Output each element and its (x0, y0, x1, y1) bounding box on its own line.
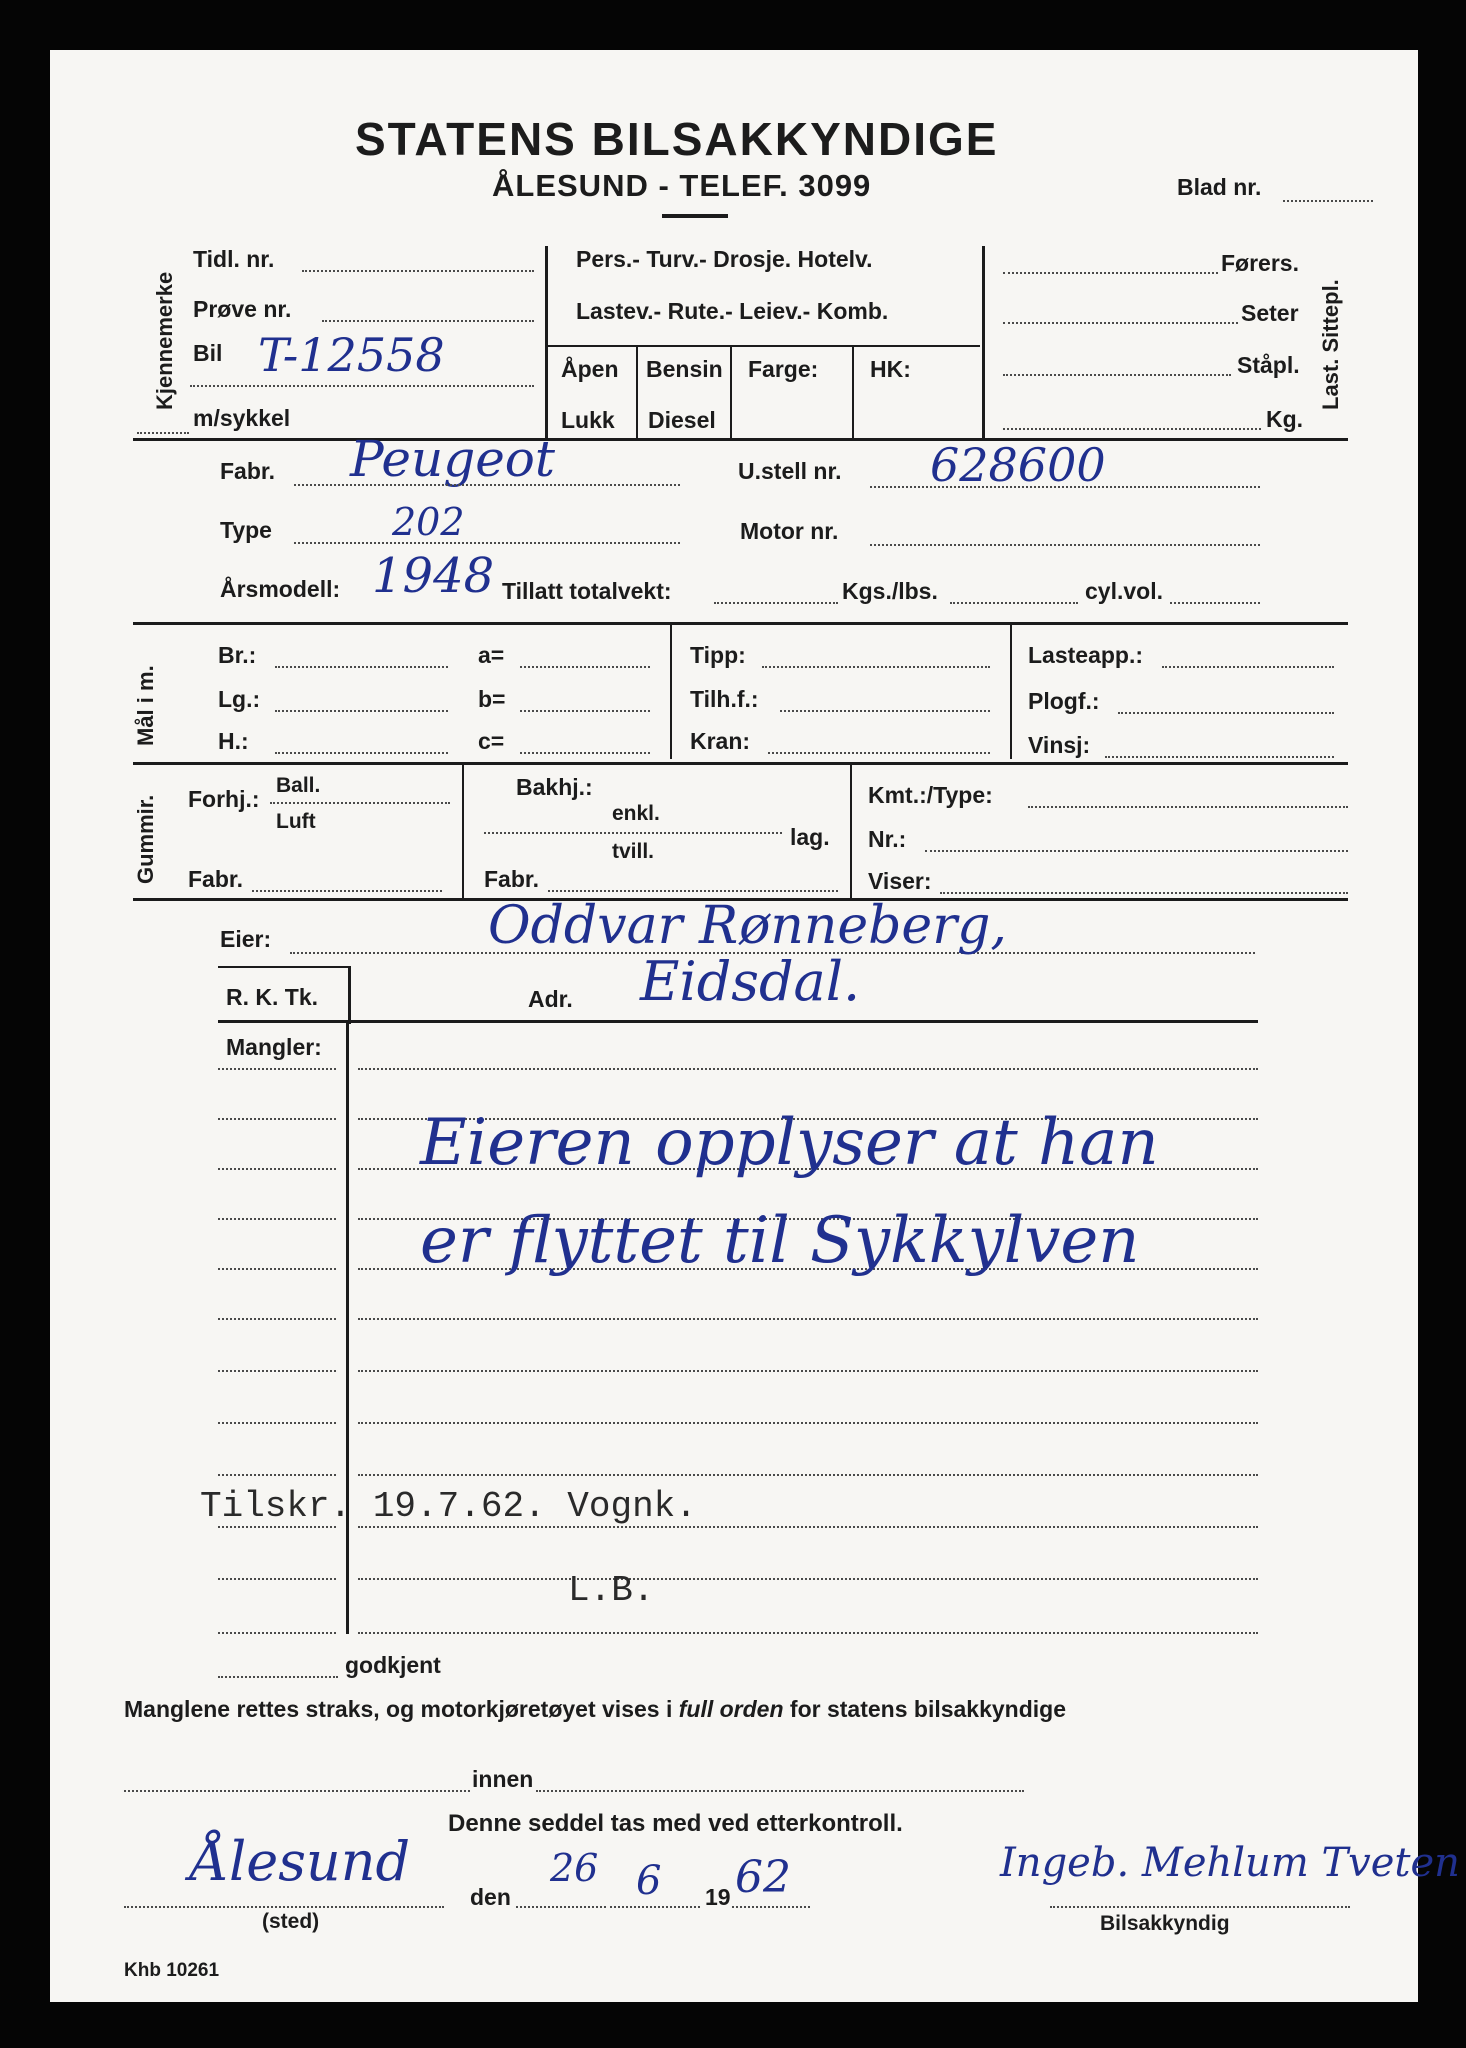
tires-divider-2 (850, 765, 852, 900)
measures-divider-1 (670, 625, 672, 759)
kmt-line (1028, 806, 1348, 808)
sted-label: (sted) (262, 1910, 320, 1933)
day-value: 26 (550, 1846, 599, 1890)
ident-inner-line (545, 345, 980, 347)
innen-line-right (536, 1790, 1024, 1792)
bil-label: Bil (193, 340, 223, 366)
title-underline (662, 214, 728, 218)
mangler-ruled-line-left (218, 1168, 336, 1170)
msykkel-label: m/sykkel (193, 405, 291, 431)
forhj-fabr-label: Fabr. (188, 866, 243, 892)
stapl-label: Ståpl. (1237, 352, 1300, 378)
farge-label: Farge: (748, 356, 819, 382)
mangler-ruled-line-left (218, 1118, 336, 1120)
ident-divider-1 (545, 246, 548, 438)
forers-line (1003, 272, 1218, 274)
br-label: Br.: (218, 642, 257, 668)
mangler-ruled-line-left (218, 1218, 336, 1220)
ident-divider-5 (982, 246, 985, 438)
enkl-line (484, 832, 782, 834)
blad-nr-label: Blad nr. (1177, 174, 1262, 200)
bilsakkyndig-label: Bilsakkyndig (1100, 1912, 1230, 1935)
viser-line (940, 892, 1348, 894)
tipp-line (762, 666, 990, 668)
c-line (520, 752, 650, 754)
rktk-top-line (218, 966, 350, 968)
notice-text (124, 1696, 1066, 1723)
tires-divider-1 (462, 765, 464, 900)
tilhf-label: Tilh.f.: (690, 686, 759, 712)
mangler-ruled-line-left (218, 1068, 336, 1070)
arsmodell-value: 1948 (372, 548, 495, 604)
mangler-ruled-line-left (218, 1318, 336, 1320)
b-line (520, 710, 650, 712)
mangler-ruled-line (358, 1632, 1258, 1634)
mangler-ruled-line (358, 1578, 1258, 1580)
bensin-label: Bensin (646, 356, 723, 382)
rule-5 (218, 1020, 1258, 1023)
kran-line (768, 752, 990, 754)
vehicle-categories-row1: Pers.- Turv.- Drosje. Hotelv. (576, 246, 873, 272)
mangler-ruled-line (358, 1422, 1258, 1424)
mangler-typed-line2: L.B. (568, 1570, 655, 1611)
type-label: Type (220, 517, 272, 543)
kg-label: Kg. (1266, 406, 1304, 432)
plogf-label: Plogf.: (1028, 688, 1100, 714)
cyl-label: cyl.vol. (1085, 578, 1163, 604)
tidl-nr-line (302, 270, 534, 272)
form-title: STATENS BILSAKKYNDIGE (355, 113, 999, 165)
inspector-signature: Ingeb. Mehlum Tveten (1000, 1840, 1460, 1886)
year-value: 62 (735, 1852, 791, 1903)
rule-1 (133, 438, 1348, 441)
mangler-label: Mangler: (226, 1034, 322, 1060)
plogf-line (1118, 712, 1334, 714)
diesel-label: Diesel (648, 407, 716, 433)
ustell-label: U.stell nr. (738, 458, 842, 484)
totalvekt-label: Tillatt totalvekt: (502, 578, 672, 604)
bakhj-fabr-label: Fabr. (484, 866, 539, 892)
msykkel-line (137, 432, 189, 434)
tvill-label: tvill. (612, 840, 655, 863)
mangler-ruled-line-left (218, 1422, 336, 1424)
prove-nr-label: Prøve nr. (193, 296, 292, 322)
motor-line (870, 544, 1260, 546)
notice-pre: Manglene rettes straks, og motorkjøretøyet vises i (124, 1696, 679, 1722)
rule-3 (133, 762, 1348, 765)
place-line (124, 1906, 444, 1908)
mangler-ruled-line (358, 1474, 1258, 1476)
blad-nr-line (1283, 200, 1373, 202)
prove-nr-line (322, 320, 534, 322)
forhj-fabr-line (252, 890, 442, 892)
vehicle-categories-row2: Lastev.- Rute.- Leiev.- Komb. (576, 298, 889, 324)
forhj-label: Forhj.: (188, 786, 260, 812)
last-sittepl-side-label: Last. Sittepl. (1318, 279, 1343, 410)
seddel-text: Denne seddel tas med ved etterkontroll. (448, 1810, 903, 1837)
hk-label: HK: (870, 356, 911, 382)
forers-label: Førers. (1221, 250, 1299, 276)
vinsj-label: Vinsj: (1028, 732, 1091, 758)
enkl-label: enkl. (612, 802, 660, 825)
bil-number-value: T-12558 (258, 328, 445, 382)
viser-label: Viser: (868, 868, 932, 894)
mangler-ruled-line-left (218, 1370, 336, 1372)
mangler-ruled-line-left (218, 1474, 336, 1476)
bakhj-label: Bakhj.: (516, 774, 593, 800)
mangler-left-border (346, 1020, 349, 1634)
mangler-typed-line1: Tilskr. 19.7.62. Vognk. (200, 1486, 697, 1527)
kg-line (1003, 428, 1261, 430)
br-line (275, 666, 448, 668)
motor-label: Motor nr. (740, 518, 839, 544)
cyl-line (1170, 602, 1260, 604)
bakhj-fabr-line (548, 890, 838, 892)
notice-emphasis: full orden (678, 1696, 784, 1722)
bil-line (190, 385, 534, 387)
fabr-label: Fabr. (220, 458, 275, 484)
year-prefix: 19 (705, 1884, 731, 1910)
fabr-line (294, 484, 680, 486)
nr-label: Nr.: (868, 826, 907, 852)
rktk-right-line (348, 966, 351, 1024)
luft-label: Luft (276, 810, 316, 833)
vinsj-line (1105, 756, 1334, 758)
ident-divider-3 (730, 347, 732, 438)
h-line (275, 752, 448, 754)
eier-label: Eier: (220, 926, 272, 952)
kgs-line (950, 602, 1078, 604)
apen-label: Åpen (561, 356, 619, 382)
lasteapp-label: Lasteapp.: (1028, 642, 1144, 668)
ustell-line (870, 486, 1260, 488)
ball-label: Ball. (276, 774, 321, 797)
seter-label: Seter (1241, 300, 1299, 326)
ident-divider-4 (852, 347, 854, 438)
innen-line-left (124, 1790, 470, 1792)
mangler-ruled-line (358, 1318, 1258, 1320)
mangler-ruled-line (358, 1068, 1258, 1070)
ball-line (270, 802, 450, 804)
mangler-ruled-line-left (218, 1632, 336, 1634)
mal-side-label: Mål i m. (133, 665, 158, 746)
lg-label: Lg.: (218, 686, 261, 712)
type-line (294, 542, 680, 544)
rktk-label: R. K. Tk. (226, 984, 319, 1010)
signature-line (1050, 1906, 1350, 1908)
ustell-value: 628600 (930, 438, 1106, 492)
h-label: H.: (218, 728, 249, 754)
tilhf-line (780, 710, 990, 712)
place-value: Ålesund (190, 1830, 411, 1893)
form-code: Khb 10261 (124, 1960, 220, 1981)
mangler-ruled-line-left (218, 1578, 336, 1580)
arsmodell-label: Årsmodell: (220, 576, 341, 602)
gummir-side-label: Gummir. (133, 794, 158, 884)
month-value: 6 (636, 1858, 662, 1904)
lg-line (275, 710, 448, 712)
mangler-handwritten-line2: er flyttet til Sykkylven (420, 1204, 1140, 1278)
a-label: a= (478, 642, 505, 668)
kran-label: Kran: (690, 728, 751, 754)
lasteapp-line (1162, 666, 1334, 668)
day-line (516, 1906, 606, 1908)
adr-value: Eidsdal. (640, 950, 861, 1013)
kgs-label: Kgs./lbs. (842, 578, 938, 604)
godkjent-line (218, 1676, 338, 1678)
type-value: 202 (392, 500, 465, 544)
tidl-nr-label: Tidl. nr. (193, 246, 275, 272)
notice-post: for statens bilsakkyndige (783, 1696, 1067, 1722)
stapl-line (1003, 374, 1231, 376)
totalvekt-line (714, 602, 838, 604)
eier-value: Oddvar Rønneberg, (488, 896, 1007, 956)
lag-label: lag. (790, 824, 830, 850)
innen-label: innen (472, 1766, 534, 1792)
year-line (732, 1906, 810, 1908)
godkjent-label: godkjent (345, 1652, 441, 1678)
mangler-ruled-line-left (218, 1268, 336, 1270)
adr-label: Adr. (528, 986, 573, 1012)
form-subtitle: ÅLESUND - TELEF. 3099 (492, 168, 872, 203)
c-label: c= (478, 728, 505, 754)
a-line (520, 666, 650, 668)
measures-divider-2 (1010, 625, 1012, 759)
kmt-type-label: Kmt.:/Type: (868, 782, 993, 808)
mangler-handwritten-line1: Eieren opplyser at han (420, 1106, 1159, 1180)
fabr-value: Peugeot (350, 430, 555, 488)
nr-line (925, 850, 1348, 852)
ident-divider-2 (636, 347, 638, 438)
rule-2 (133, 622, 1348, 625)
kjennemerke-side-label: Kjennemerke (152, 271, 177, 410)
mangler-ruled-line (358, 1370, 1258, 1372)
month-line (610, 1906, 700, 1908)
lukk-label: Lukk (561, 407, 615, 433)
den-label: den (470, 1884, 511, 1910)
b-label: b= (478, 686, 506, 712)
tipp-label: Tipp: (690, 642, 746, 668)
seter-line (1003, 322, 1238, 324)
